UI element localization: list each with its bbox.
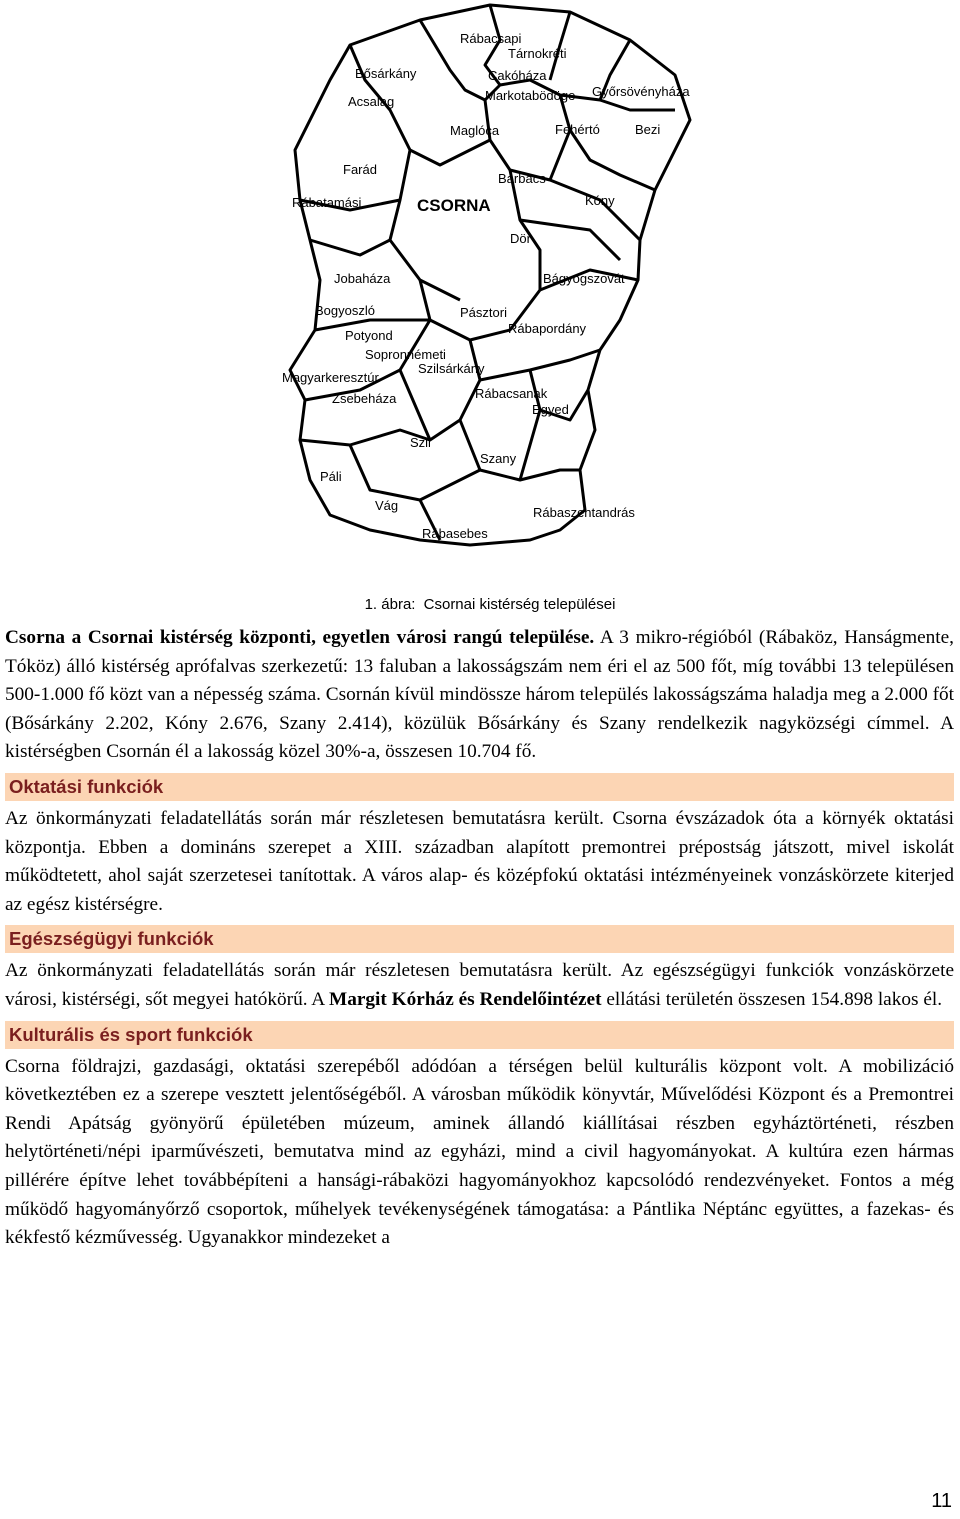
kisterseg-map — [270, 0, 700, 555]
map-label: Maglóca — [450, 123, 500, 138]
map-label: Markotabödöge — [485, 88, 576, 103]
map-label: Bezi — [635, 122, 661, 137]
figure-caption — [0, 596, 960, 613]
map-label: Magyarkeresztúr — [282, 370, 379, 385]
map-label: Sopronnémeti — [365, 347, 446, 362]
health-bold: Margit Kórház és Rendelőintézet — [329, 988, 602, 1010]
health-text-2: ellátási területén összesen 154.898 lakos él. — [601, 988, 943, 1010]
map-label: Rábaszentandrás — [533, 505, 635, 520]
map-label: Szilsárkány — [418, 361, 485, 376]
map-svg — [270, 0, 700, 555]
map-label: Acsalag — [348, 94, 395, 109]
map-label: Jobaháza — [334, 271, 391, 286]
map-label: Pásztori — [460, 305, 507, 320]
health-text-1: Az önkormányzati feladatellátás során már részletesen bemutatásra került. Az egészségügyi funkciók vonzáskörzete városi, kistérségi, sőt megyei hatókörű. A — [5, 960, 954, 1010]
map-label: Bágyogszovát — [543, 271, 625, 286]
map-label: Farád — [343, 162, 377, 177]
intro-paragraph — [5, 624, 954, 767]
caption-text: Csornai kistérség települései — [423, 596, 616, 613]
culture-paragraph: Csorna földrajzi, gazdasági, oktatási szerepéből adódóan a térségen belül kulturális központ volt. A mobilizáció következtében ez a szerepe vesztett jelentőségéből. A városban működik könyvtár, Művelődési Központ és a Premontrei Rendi Apátság gyönyörű épületében múzeum, aminek állandó kiállításai részben egyháztörténeti, részben helytörténeti/népi iparművészeti, bemutatva mind az egyházi, mind a civil hagyományokat. A kultúra ezen hármas pillérére építve lehet továbbépíteni a hansági-rábaközi hagyományokhoz kapcsolódó rendezvényeket. Fontos a még működő hagyományőrző csoportok, műhelyek tevékenységének támogatása: a Pántlika Néptánc együttes, a fazekas- és kékfestő kézművesség. Ugyanakkor mindezeket a — [5, 1055, 954, 1249]
map-label: Zsebeháza — [332, 391, 397, 406]
map-label: Rábapordány — [508, 321, 587, 336]
map-label: Kóny — [585, 193, 615, 208]
map-label: Szany — [480, 451, 517, 466]
page-number: 11 — [931, 1490, 952, 1512]
health-paragraph — [5, 957, 954, 1014]
map-label: Cakóháza — [488, 68, 547, 83]
map-label: Barbacs — [498, 171, 546, 186]
document-body — [5, 624, 954, 1253]
map-label: Tárnokréti — [508, 46, 567, 61]
map-label: Vág — [375, 498, 399, 513]
map-label: Rábacsapi — [460, 31, 522, 46]
map-label: Fehértó — [555, 122, 600, 137]
map-label: Rábasebes — [422, 526, 488, 541]
section-heading-education: Oktatási funkciók — [5, 773, 954, 801]
map-label: Győrsövényháza — [592, 84, 690, 99]
map-label: Bősárkány — [355, 66, 417, 81]
map-label: CSORNA — [417, 196, 491, 215]
map-label: Rábacsanak — [475, 386, 548, 401]
map-label: Szil — [410, 435, 431, 450]
section-heading-health: Egészségügyi funkciók — [5, 925, 954, 953]
education-paragraph: Az önkormányzati feladatellátás során már részletesen bemutatásra került. Csorna évszázadok óta a környék oktatási központja. Ebben a domináns szerepet a XIII. században alapított premontrei prépostság játszott, mivel iskolát működtetett, ahol saját szerzetesei tanítottak. A város alap- és középfokú oktatási intézményeinek vonzáskörzete kiterjed az egész kistérségre. — [5, 807, 954, 915]
intro-bold: Csorna a Csornai kistérség központi, egyetlen városi rangú települése. — [5, 627, 595, 648]
intro-text: A 3 mikro-régióból (Rábaköz, Hanságmente, Tóköz) álló kistérség aprófalvas szerkezetű: 13 faluban a lakosságszám nem éri el az 500 főt, míg további 13 településen 500-1.000 fő közt van a népesség száma. Csornán kívül mindössze három település lakosságszáma haladja meg a 2.000 főt (Bősárkány 2.202, Kóny 2.676, Szany 2.414), közülük Bősárkány és Szany rendelkezik nagyközségi címmel. A kistérségben Csornán él a lakosság közel 30%-a, összesen 10.704 fő. — [5, 627, 954, 763]
map-label: Bogyoszló — [315, 303, 375, 318]
section-heading-culture: Kulturális és sport funkciók — [5, 1021, 954, 1049]
map-label: Dör — [510, 231, 531, 246]
caption-number: 1. ábra: — [364, 596, 416, 613]
map-label: Páli — [320, 469, 342, 484]
map-label: Potyond — [345, 328, 393, 343]
map-label: Egyed — [532, 402, 569, 417]
map-label: Rábatamási — [292, 195, 362, 210]
